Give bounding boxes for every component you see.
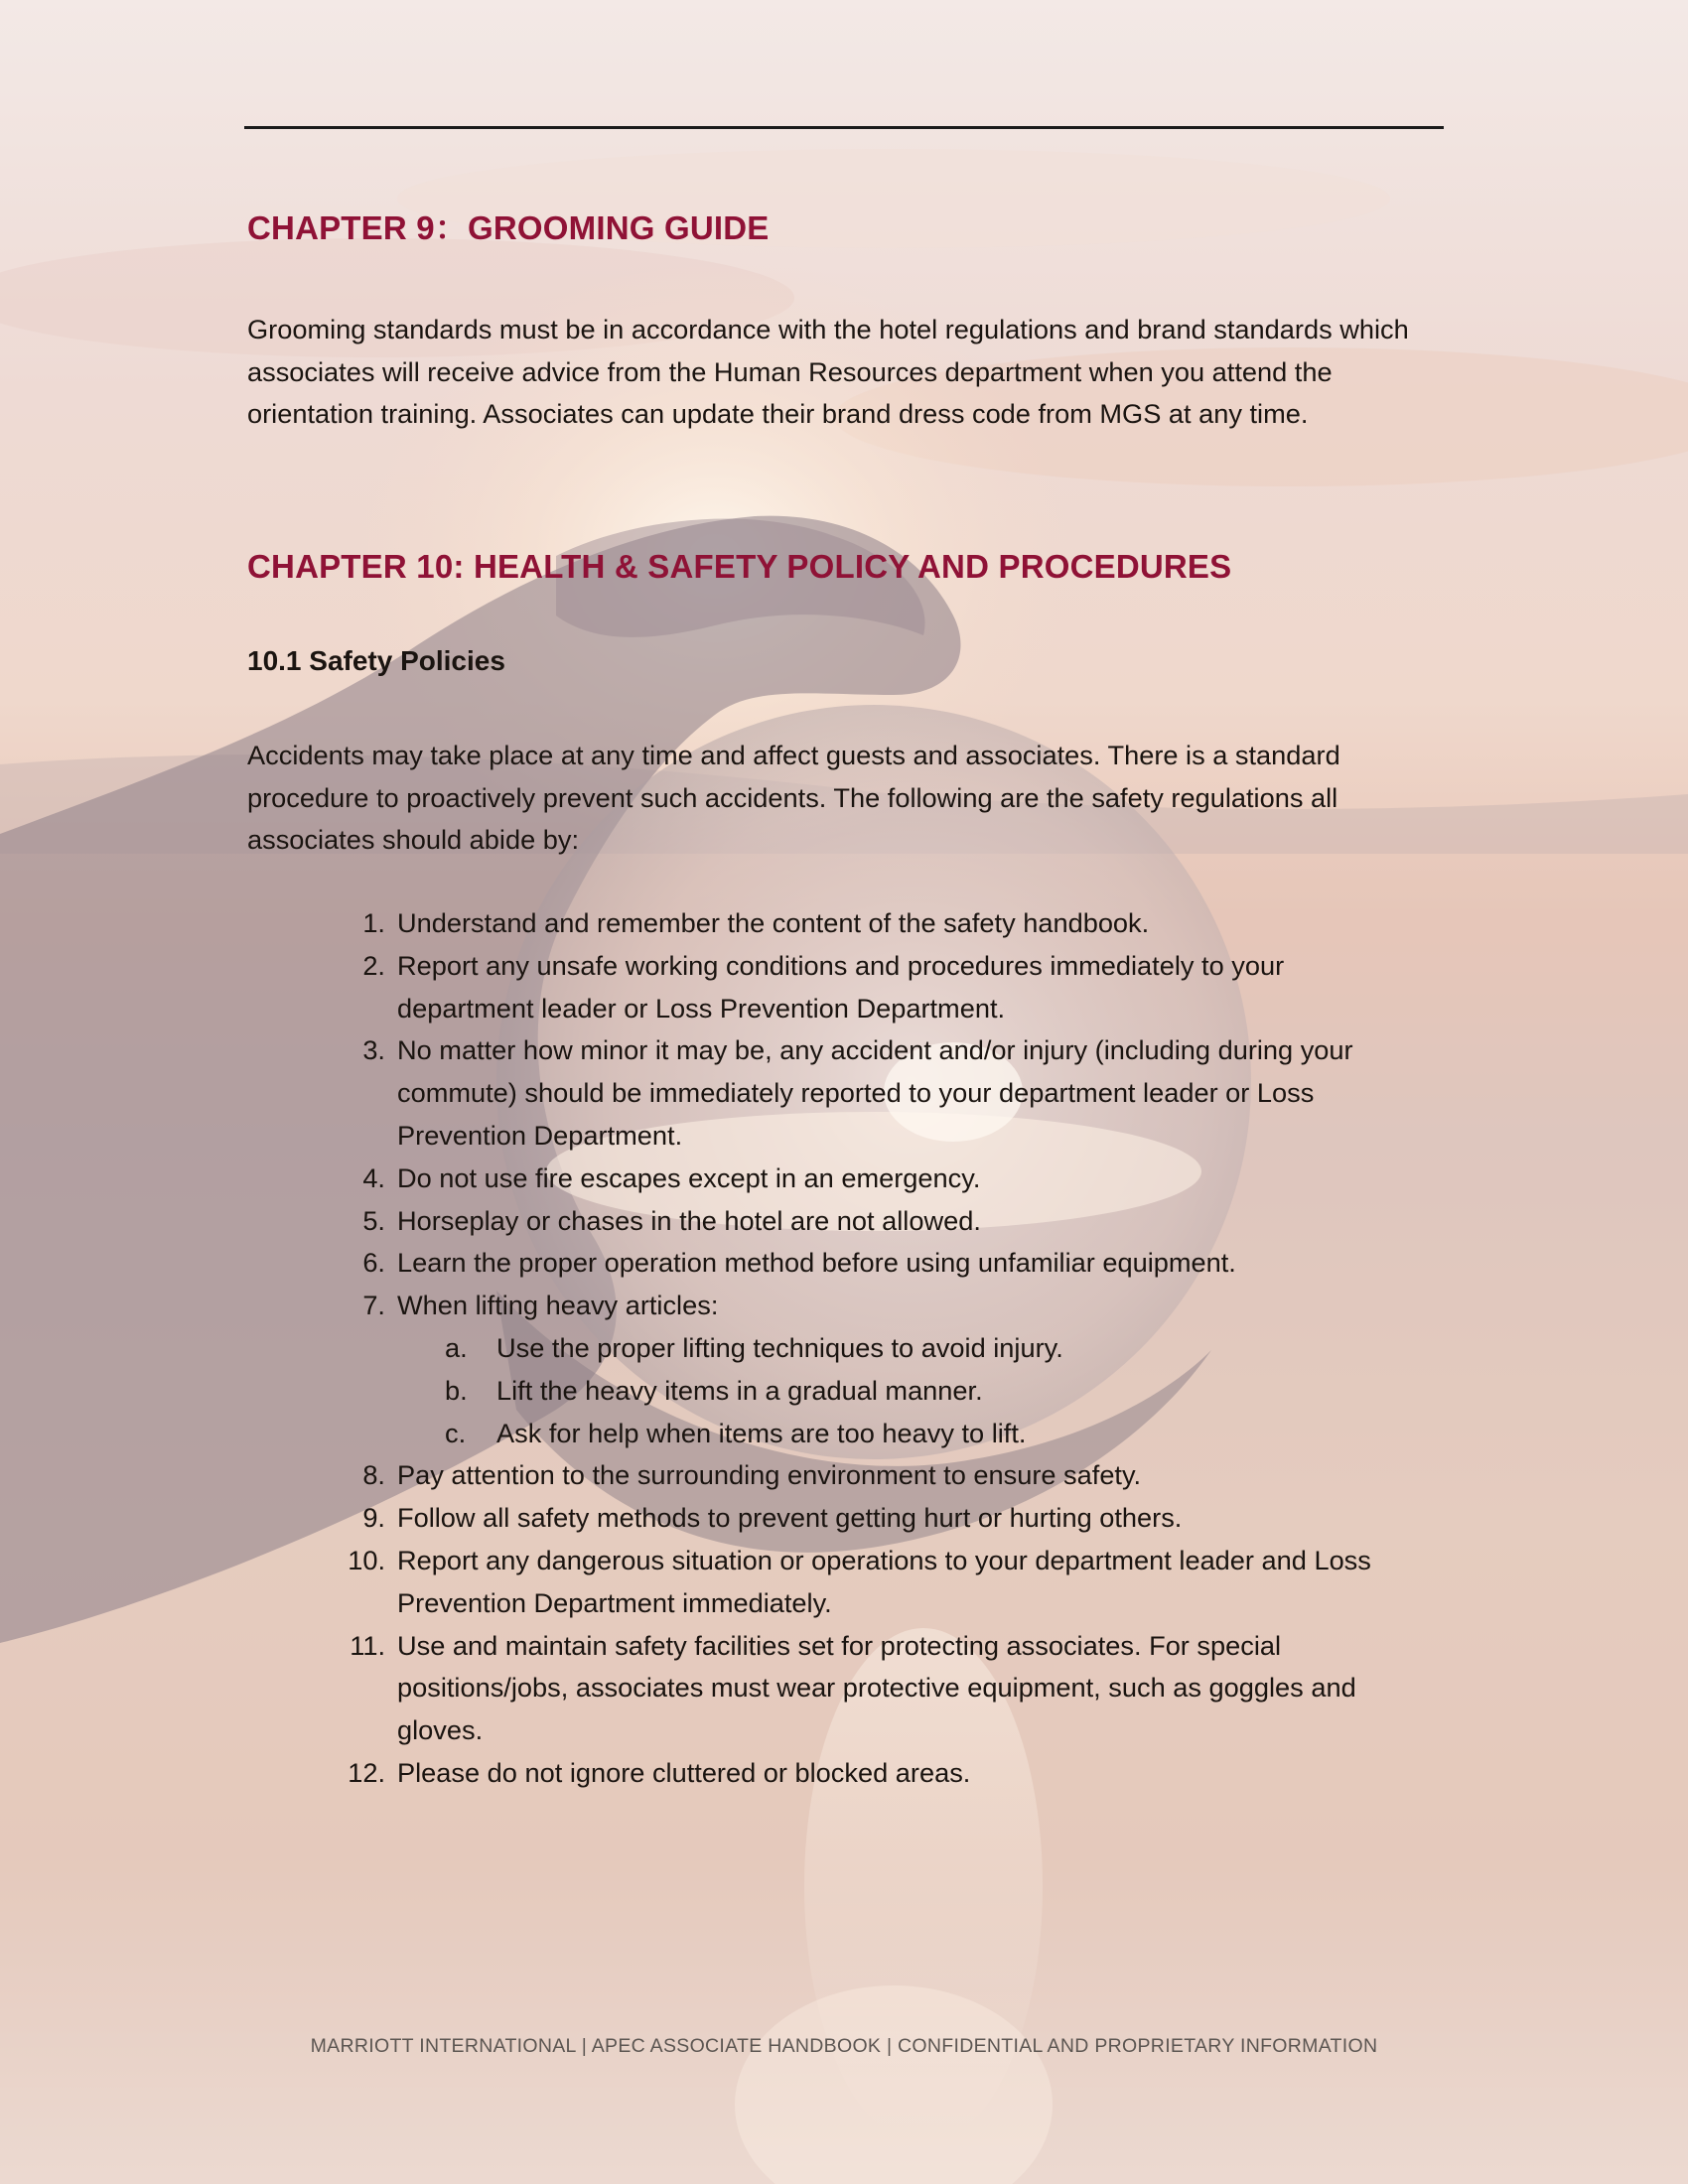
- list-item: [0, 1454, 1410, 1497]
- chapter-9-title: CHAPTER 9：GROOMING GUIDE: [247, 209, 770, 246]
- list-item-text: No matter how minor it may be, any accident and/or injury (including during your commute) should be immediately reported to your department leader or Loss Prevention Department.: [397, 1034, 1353, 1151]
- section-title-safety-policies: 10.1 Safety Policies: [247, 645, 505, 676]
- list-item-text: Report any unsafe working conditions and procedures immediately to your department leader or Loss Prevention Department.: [397, 949, 1285, 1024]
- list-item-number: 8.: [362, 1459, 385, 1491]
- list-item-number: 7.: [362, 1290, 385, 1321]
- list-item-number: 5.: [362, 1204, 385, 1236]
- list-item-number: 11.: [350, 1629, 385, 1661]
- sub-list-item: [397, 1370, 1410, 1413]
- header-rule: [244, 126, 1444, 129]
- list-item: [0, 1540, 1410, 1625]
- sub-list-item-text: Lift the heavy items in a gradual manner.: [496, 1374, 983, 1406]
- list-item: [0, 945, 1410, 1030]
- safety-intro-paragraph: Accidents may take place at any time and affect guests and associates. There is a standard procedure to proactively prevent such accidents. The following are the safety regulations all associates should abide by:: [247, 740, 1340, 856]
- list-item-text: Horseplay or chases in the hotel are not allowed.: [397, 1204, 981, 1236]
- list-item-text: Understand and remember the content of the safety handbook.: [397, 907, 1150, 938]
- list-item-text: Please do not ignore cluttered or blocked areas.: [397, 1756, 971, 1788]
- chapter-10-title: CHAPTER 10: HEALTH & SAFETY POLICY AND PROCEDURES: [247, 548, 1232, 585]
- list-item: [0, 902, 1410, 945]
- list-item: [0, 1752, 1410, 1795]
- list-item: [0, 1497, 1410, 1540]
- list-item: [0, 1158, 1410, 1200]
- list-item-number: 1.: [362, 907, 385, 938]
- list-item-text: When lifting heavy articles:: [397, 1290, 719, 1321]
- list-item-number: 6.: [362, 1247, 385, 1279]
- list-item-text: Follow all safety methods to prevent getting hurt or hurting others.: [397, 1502, 1183, 1534]
- safety-rules-list: [0, 902, 1688, 1795]
- list-item-number: 4.: [362, 1161, 385, 1193]
- list-item-number: 2.: [362, 949, 385, 981]
- list-item: [0, 1285, 1410, 1454]
- list-item: [0, 1242, 1410, 1285]
- list-item-text: Report any dangerous situation or operations to your department leader and Loss Prevention Department immediately.: [397, 1544, 1371, 1618]
- grooming-paragraph: Grooming standards must be in accordance with the hotel regulations and brand standards which associates will receive advice from the Human Resources department when you attend the orientation training. Associates can update their brand dress code from MGS at any time.: [247, 314, 1409, 430]
- list-item: [0, 1625, 1410, 1752]
- sub-list-item-letter: a.: [445, 1331, 468, 1363]
- list-item-text: Learn the proper operation method before using unfamiliar equipment.: [397, 1247, 1236, 1279]
- sub-list-item-text: Use the proper lifting techniques to avoid injury.: [496, 1331, 1063, 1363]
- list-item-number: 10.: [348, 1544, 385, 1575]
- sub-list-item-letter: b.: [445, 1374, 468, 1406]
- list-item: [0, 1200, 1410, 1243]
- list-item-text: Use and maintain safety facilities set for protecting associates. For special positions/jobs, associates must wear protective equipment, such as goggles and gloves.: [397, 1629, 1356, 1746]
- page-footer: MARRIOTT INTERNATIONAL | APEC ASSOCIATE HANDBOOK | CONFIDENTIAL AND PROPRIETARY INFORMATION: [310, 2035, 1378, 2057]
- lifting-sub-list: [397, 1327, 1410, 1454]
- list-item: [0, 1029, 1410, 1157]
- list-item-number: 12.: [348, 1756, 385, 1788]
- sub-list-item-letter: c.: [445, 1417, 467, 1448]
- sub-list-item: [397, 1327, 1410, 1370]
- list-item-number: 3.: [362, 1034, 385, 1066]
- sub-list-item-text: Ask for help when items are too heavy to lift.: [496, 1417, 1027, 1448]
- list-item-number: 9.: [362, 1502, 385, 1534]
- list-item-text: Pay attention to the surrounding environment to ensure safety.: [397, 1459, 1142, 1491]
- sub-list-item: [397, 1413, 1410, 1455]
- list-item-text: Do not use fire escapes except in an emergency.: [397, 1161, 981, 1193]
